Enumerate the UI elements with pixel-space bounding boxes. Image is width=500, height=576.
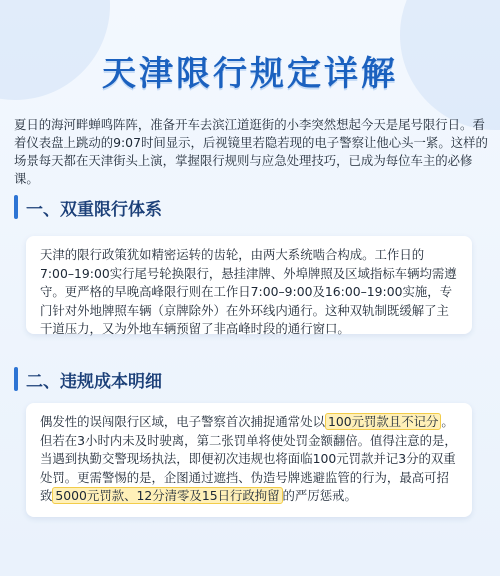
section-body-mid: 。但若在3小时内未及时驶离，第二张罚单将使处罚金额翻倍。值得注意的是，当遇到执勤交警现场执法，即便初次违规也将面临100元罚款并记3分的双重处罚。更需警惕的是，企图通过遮挡、伪造号牌逃避监管的行为，最高可招致 bbox=[40, 414, 457, 503]
section-heading-2 bbox=[14, 364, 314, 394]
section-card-2 bbox=[26, 403, 472, 517]
section-body: 天津的限行政策犹如精密运转的齿轮，由两大系统啮合构成。工作日的7:00–19:00实行尾号轮换限行，悬挂津牌、外埠牌照及区域指标车辆均需遵守。更严格的早晚高峰限行则在工作日7:00–9:00及16:00–19:00实施，专门针对外地牌照车辆（京牌除外）在外环线内通行。这种双轨制既缓解了主干道压力，又为外地车辆预留了非高峰时段的通行窗口。 bbox=[40, 247, 457, 336]
section-bar-icon bbox=[14, 195, 18, 219]
section-title: 二、违规成本明细 bbox=[26, 371, 162, 392]
section-title: 一、双重限行体系 bbox=[26, 199, 162, 220]
section-card-1 bbox=[26, 236, 472, 334]
section-body-pre: 偶发性的误闯限行区域，电子警察首次捕捉通常处以 bbox=[40, 414, 325, 429]
intro-paragraph: 夏日的海河畔蝉鸣阵阵，准备开车去滨江道逛街的小李突然想起今天是尾号限行日。看着仪表盘上跳动的9:07时间显示，后视镜里若隐若现的电子警察让他心头一紧。这样的场景每天都在天津街头上演，掌握限行规则与应急处理技巧，已成为每位车主的必修课。 bbox=[14, 117, 488, 186]
highlight-penalty-2: 5000元罚款、12分清零及15日行政拘留 bbox=[52, 487, 282, 504]
page-title: 天津限行规定详解 bbox=[102, 54, 398, 94]
section-heading-1 bbox=[14, 192, 314, 222]
section-bar-icon bbox=[14, 367, 18, 391]
section-body-post: 的严厉惩戒。 bbox=[282, 488, 357, 503]
highlight-penalty-1: 100元罚款且不记分 bbox=[325, 413, 441, 430]
